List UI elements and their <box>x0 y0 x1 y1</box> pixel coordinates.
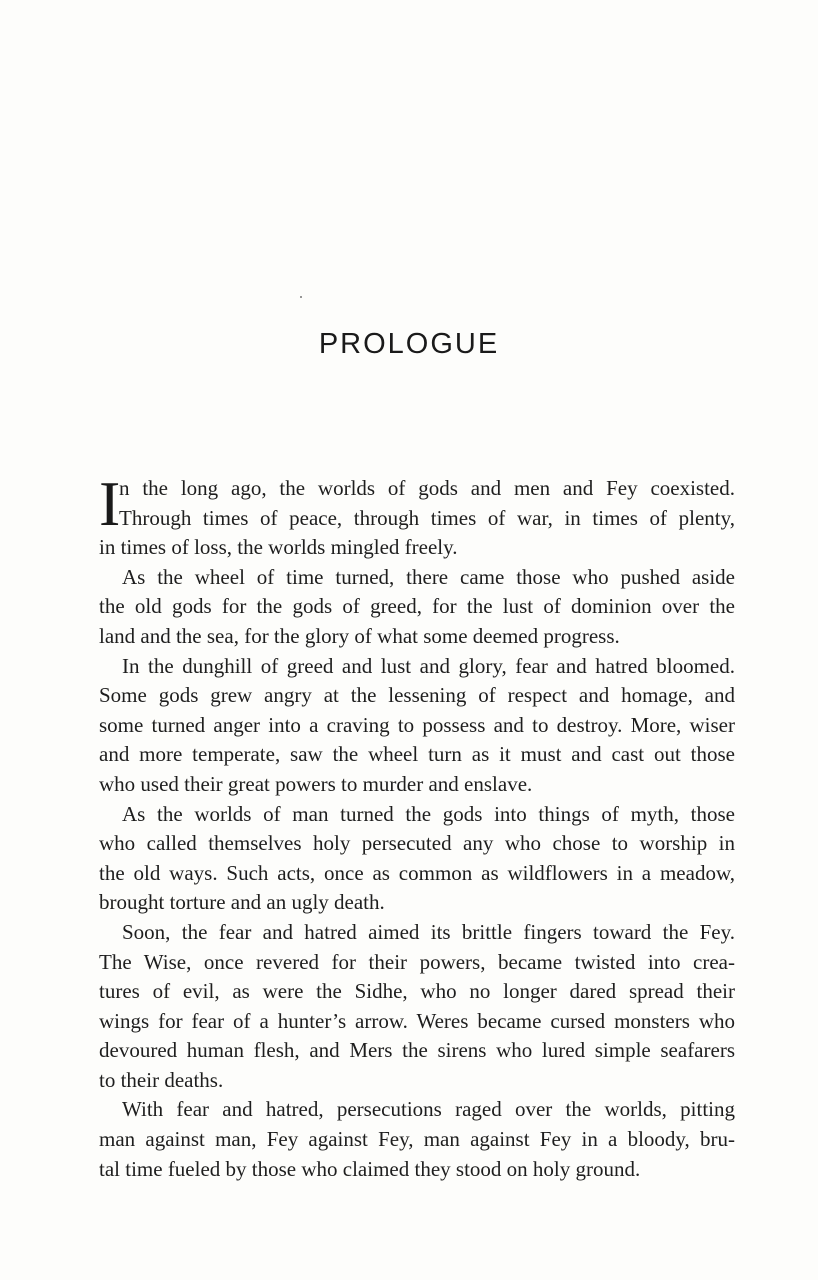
text-line: in times of loss, the worlds mingled freely. <box>99 535 458 560</box>
text-line: who used their great powers to murder and enslave. <box>99 771 533 796</box>
text-line: Soon, the fear and hatred aimed its brittle fingers toward the Fey. <box>122 919 735 944</box>
text-line: With fear and hatred, persecutions raged over the worlds, pitting <box>122 1097 735 1122</box>
text-line: devoured human flesh, and Mers the sirens who lured simple seafarers <box>99 1038 735 1063</box>
text-line: The Wise, once revered for their powers, became twisted into crea- <box>99 949 735 974</box>
text-line: Through times of peace, through times of war, in times of plenty, <box>119 505 735 530</box>
text-line: n the long ago, the worlds of gods and men and Fey coexisted. <box>119 476 735 500</box>
text-line: to their deaths. <box>99 1067 224 1092</box>
text-line: Some gods grew angry at the lessening of respect and homage, and <box>99 683 735 708</box>
print-speck <box>300 296 302 298</box>
text-line: In the dunghill of greed and lust and glory, fear and hatred bloomed. <box>122 653 735 678</box>
text-line: who called themselves holy persecuted any who chose to worship in <box>99 831 735 856</box>
paragraph-1 <box>99 468 735 563</box>
paragraph-2 <box>99 563 735 652</box>
text-line: land and the sea, for the glory of what some deemed progress. <box>99 623 620 648</box>
text-line: and more temperate, saw the wheel turn as it must and cast out those <box>99 742 735 767</box>
text-line: the old gods for the gods of greed, for the lust of dominion over the <box>99 594 735 619</box>
text-line: brought torture and an ugly death. <box>99 890 385 915</box>
text-line: wings for fear of a hunter’s arrow. Weres became cursed monsters who <box>99 1008 735 1033</box>
prologue-body <box>99 468 735 1184</box>
drop-cap: I <box>99 468 121 539</box>
chapter-title: PROLOGUE <box>318 328 500 360</box>
text-line: man against man, Fey against Fey, man against Fey in a bloody, bru- <box>99 1127 735 1152</box>
paragraph-4 <box>99 800 735 918</box>
text-line: tures of evil, as were the Sidhe, who no longer dared spread their <box>99 979 735 1004</box>
paragraph-6 <box>99 1095 735 1184</box>
paragraph-3 <box>99 652 735 800</box>
text-line: tal time fueled by those who claimed they stood on holy ground. <box>99 1156 641 1181</box>
text-line: some turned anger into a craving to possess and to destroy. More, wiser <box>99 712 735 737</box>
text-line: As the wheel of time turned, there came those who pushed aside <box>122 564 735 589</box>
text-line: As the worlds of man turned the gods into things of myth, those <box>122 801 735 826</box>
paragraph-5 <box>99 918 735 1096</box>
text-line: the old ways. Such acts, once as common as wildflowers in a meadow, <box>99 860 735 885</box>
